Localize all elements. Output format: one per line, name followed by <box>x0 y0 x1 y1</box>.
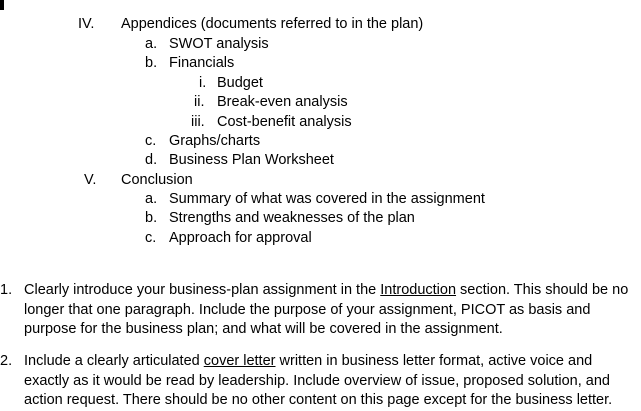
list-label: d. <box>145 152 158 168</box>
list-item: Summary of what was covered in the assignment <box>169 191 485 207</box>
section-v-numeral: V. <box>84 172 97 188</box>
sub-list-item: Break-even analysis <box>217 94 348 110</box>
sub-list-label: i. <box>199 75 207 91</box>
sub-list-item: Budget <box>217 75 263 91</box>
instruction-text: section. This should be no longer that one paragraph. Include the purpose of your assignment, PICOT as basis and purpose for the business plan; and what will be covered in the assignment. <box>24 282 629 337</box>
list-item: SWOT analysis <box>169 36 269 52</box>
sub-list-label: ii. <box>194 94 205 110</box>
list-label: b. <box>145 55 158 71</box>
instruction-number: 1. <box>0 282 13 298</box>
instruction-paragraph <box>24 352 638 411</box>
sub-list-label: iii. <box>191 114 205 130</box>
instruction-number: 2. <box>0 353 13 369</box>
section-v-heading: Conclusion <box>121 172 193 188</box>
list-label: a. <box>145 191 158 207</box>
list-label: b. <box>145 210 158 226</box>
instruction-text: written in business letter format, active voice and exactly as it would be read by leadership. Include overview of issue, proposed solution, and action request. There should be no other content on this page except for the business letter. <box>24 353 613 408</box>
list-item: Approach for approval <box>169 230 312 246</box>
list-item: Business Plan Worksheet <box>169 152 334 168</box>
instruction-text: Clearly introduce your business-plan assignment in the <box>24 282 381 298</box>
instruction-underlined-term: Introduction <box>380 282 457 298</box>
instruction-paragraph <box>24 281 638 340</box>
list-item: Financials <box>169 55 235 71</box>
text-cursor-mark <box>0 0 4 10</box>
list-label: c. <box>145 133 157 149</box>
section-iv-heading: Appendices (documents referred to in the plan) <box>121 16 424 32</box>
list-item: Strengths and weaknesses of the plan <box>169 210 415 226</box>
list-label: a. <box>145 36 158 52</box>
sub-list-item: Cost-benefit analysis <box>217 114 352 130</box>
instruction-underlined-term: cover letter <box>203 353 276 369</box>
section-iv-numeral: IV. <box>78 16 95 32</box>
list-item: Graphs/charts <box>169 133 261 149</box>
instruction-text: Include a clearly articulated <box>24 353 204 369</box>
list-label: c. <box>145 230 157 246</box>
